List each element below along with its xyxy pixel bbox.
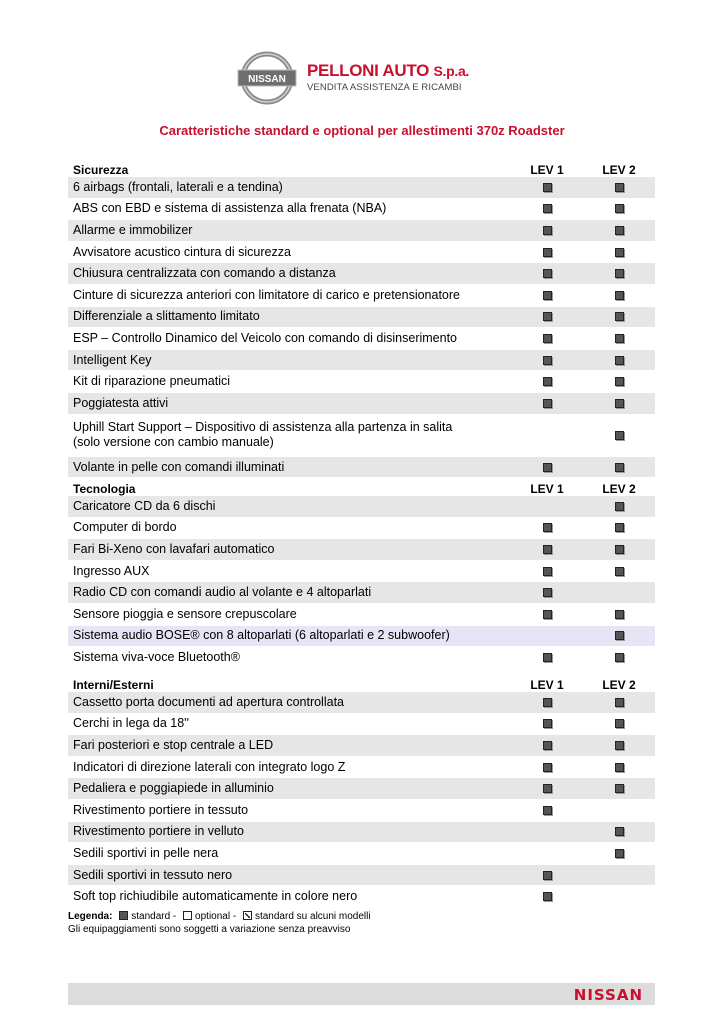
feature-label [68,331,511,346]
feature-label-line: Sedili sportivi in pelle nera [73,845,219,860]
cell-lev1 [511,248,583,257]
brand-tagline: VENDITA ASSISTENZA E RICAMBI [307,82,462,93]
standard-square-icon [543,463,552,472]
cell-lev1 [511,892,583,901]
standard-square-icon [543,567,552,576]
page-title: Caratteristiche standard e optional per allestimenti 370z Roadster [159,123,565,138]
feature-label [68,803,511,818]
section-interni-esterni [68,674,655,908]
cell-lev1 [511,719,583,728]
feature-label-line: 6 airbags (frontali, laterali e a tendina) [73,179,283,194]
cell-lev1 [511,567,583,576]
standard-square-icon [543,183,552,192]
standard-square-icon [615,827,624,836]
cell-lev2 [583,204,655,213]
table-row [68,496,655,518]
column-header-lev1: LEV 1 [530,678,564,692]
standard-square-icon [615,312,624,321]
standard-square-icon [543,698,552,707]
standard-square-icon [543,312,552,321]
table-row [68,328,655,350]
cell-lev2 [583,741,655,750]
cell-lev2 [583,763,655,772]
feature-label-line: Cassetto porta documenti ad apertura controllata [73,694,344,709]
cell-lev1 [511,545,583,554]
cell-lev2 [583,502,655,511]
standard-square-icon [543,892,552,901]
standard-square-icon [615,431,624,440]
cell-lev2 [583,334,655,343]
cell-lev1 [511,806,583,815]
standard-square-icon [615,377,624,386]
standard-square-icon [543,377,552,386]
feature-label [68,245,511,260]
feature-label [68,420,511,450]
feature-label [68,716,511,731]
feature-label-line: Pedaliera e poggiapiede in alluminio [73,781,274,796]
feature-label-line: Differenziale a slittamento limitato [73,309,260,324]
cell-lev1 [511,463,583,472]
standard-square-icon [615,567,624,576]
cell-lev2 [583,291,655,300]
cell-lev2 [583,377,655,386]
column-header-lev2: LEV 2 [602,482,636,496]
feature-label-line: Kit di riparazione pneumatici [73,374,231,389]
standard-square-icon [615,849,624,858]
feature-label-line: Radio CD con comandi audio al volante e 4 altoparlati [73,585,372,600]
feature-label-line: Intelligent Key [73,352,152,367]
standard-square-icon [543,610,552,619]
section-header [68,159,655,177]
legend-standard: standard - [131,911,177,922]
cell-lev2 [583,226,655,235]
table-row [68,415,655,457]
table-row [68,800,655,822]
standard-square-icon [615,463,624,472]
brand-name [307,61,469,81]
table-row [68,307,655,329]
table-row [68,886,655,908]
feature-label [68,607,511,622]
cell-lev1 [511,377,583,386]
feature-label [68,542,511,557]
standard-square-icon [119,911,128,920]
standard-square-icon [543,653,552,662]
feature-label-line: Ingresso AUX [73,563,150,578]
cell-lev2 [583,610,655,619]
footer-nissan-logo: NISSAN [573,986,643,1004]
feature-label-line: ESP – Controllo Dinamico del Veicolo con comando di disinserimento [73,330,458,345]
table-row [68,371,655,393]
feature-label-line: Allarme e immobilizer [73,222,193,237]
feature-label [68,824,511,839]
cell-lev2 [583,784,655,793]
cell-lev2 [583,698,655,707]
table-row [68,757,655,779]
standard-square-icon [543,741,552,750]
feature-label-line: Poggiatesta attivi [73,395,169,410]
table-row [68,626,655,648]
standard-square-icon [615,334,624,343]
feature-label [68,374,511,389]
cell-lev1 [511,334,583,343]
cell-lev2 [583,545,655,554]
section-title: Interni/Esterni [73,678,154,692]
feature-label-line: Computer di bordo [73,520,177,535]
section-tecnologia [68,478,655,669]
table-row [68,692,655,714]
standard-square-icon [615,269,624,278]
feature-label [68,288,511,303]
feature-label [68,201,511,216]
feature-label-line: Indicatori di direzione laterali con integrato logo Z [73,759,346,774]
standard-square-icon [615,631,624,640]
cell-lev1 [511,871,583,880]
feature-label-line: Sensore pioggia e sensore crepuscolare [73,606,297,621]
table-row [68,350,655,372]
feature-label [68,520,511,535]
feature-label-line: Chiusura centralizzata con comando a distanza [73,266,336,281]
standard-square-icon [615,763,624,772]
standard-square-icon [543,334,552,343]
cell-lev1 [511,588,583,597]
cell-lev1 [511,269,583,278]
table-row [68,242,655,264]
feature-label-line: Sistema viva-voce Bluetooth® [73,649,240,664]
feature-label [68,781,511,796]
nissan-emblem-icon [237,51,297,105]
cell-lev2 [583,827,655,836]
cell-lev1 [511,698,583,707]
standard-square-icon [543,248,552,257]
standard-square-icon [615,226,624,235]
feature-label [68,353,511,368]
cell-lev2 [583,269,655,278]
dealer-logo [237,51,482,105]
standard-square-icon [615,545,624,554]
feature-label-line: Volante in pelle con comandi illuminati [73,459,285,474]
column-header-lev1: LEV 1 [530,163,564,177]
cell-lev1 [511,204,583,213]
cell-lev1 [511,226,583,235]
cell-lev1 [511,741,583,750]
column-header-lev2: LEV 2 [602,163,636,177]
cell-lev2 [583,631,655,640]
column-header-lev2: LEV 2 [602,678,636,692]
table-row [68,285,655,307]
feature-label-line: Soft top richiudibile automaticamente in colore nero [73,889,358,904]
table-row [68,199,655,221]
emblem-text: NISSAN [248,74,286,85]
partial-square-icon [243,911,252,920]
standard-square-icon [543,399,552,408]
cell-lev2 [583,312,655,321]
table-row [68,220,655,242]
section-title: Tecnologia [73,482,136,496]
feature-label-line: Rivestimento portiere in velluto [73,824,244,839]
feature-label [68,564,511,579]
feature-label [68,846,511,861]
cell-lev1 [511,356,583,365]
cell-lev2 [583,463,655,472]
optional-square-icon [183,911,192,920]
cell-lev2 [583,356,655,365]
standard-square-icon [615,698,624,707]
table-row [68,561,655,583]
standard-square-icon [543,545,552,554]
standard-square-icon [543,269,552,278]
feature-label [68,180,511,195]
section-header [68,674,655,692]
feature-label-line: Sedili sportivi in tessuto nero [73,867,233,882]
legend-optional: optional - [195,911,237,922]
legend-label: Legenda: [68,911,113,922]
standard-square-icon [615,523,624,532]
cell-lev1 [511,784,583,793]
standard-square-icon [543,291,552,300]
standard-square-icon [615,784,624,793]
table-row [68,518,655,540]
feature-label-line: Avvisatore acustico cintura di sicurezza [73,244,291,259]
cell-lev2 [583,849,655,858]
section-title: Sicurezza [73,163,129,177]
cell-lev1 [511,653,583,662]
table-row [68,582,655,604]
cell-lev2 [583,183,655,192]
cell-lev2 [583,399,655,408]
table-row [68,263,655,285]
standard-square-icon [615,610,624,619]
footer-bar [68,983,655,1005]
table-row [68,865,655,887]
table-row [68,714,655,736]
feature-label [68,499,511,514]
cell-lev1 [511,763,583,772]
table-row [68,735,655,757]
feature-label-line: Cerchi in lega da 18'' [73,716,189,731]
feature-label-line: Sistema audio BOSE® con 8 altoparlati (6 altoparlati e 2 subwoofer) [73,628,450,643]
feature-label [68,650,511,665]
standard-square-icon [543,763,552,772]
feature-label [68,889,511,904]
feature-label [68,868,511,883]
brand-suffix: S.p.a. [433,63,470,79]
cell-lev2 [583,248,655,257]
table-row [68,539,655,561]
standard-square-icon [543,588,552,597]
legend-line [68,910,371,923]
feature-label-line2: (solo versione con cambio manuale) [73,435,274,450]
brand-name-text: PELLONI AUTO [307,61,430,80]
cell-lev2 [583,653,655,662]
cell-lev1 [511,312,583,321]
standard-square-icon [615,248,624,257]
section-sicurezza [68,159,655,478]
feature-label [68,396,511,411]
feature-label-line: Fari Bi-Xeno con lavafari automatico [73,541,275,556]
standard-square-icon [615,719,624,728]
standard-square-icon [615,741,624,750]
standard-square-icon [615,653,624,662]
standard-square-icon [615,183,624,192]
table-row [68,177,655,199]
standard-square-icon [543,356,552,365]
feature-label-line: Uphill Start Support – Dispositivo di assistenza alla partenza in salita [73,420,453,435]
legend [68,910,371,936]
table-row [68,647,655,669]
table-row [68,604,655,626]
standard-square-icon [543,806,552,815]
feature-label-line: Fari posteriori e stop centrale a LED [73,737,274,752]
standard-square-icon [543,204,552,213]
standard-square-icon [615,399,624,408]
cell-lev2 [583,567,655,576]
standard-square-icon [615,502,624,511]
standard-square-icon [543,226,552,235]
cell-lev2 [583,431,655,440]
feature-label [68,460,511,475]
feature-label-line: Caricatore CD da 6 dischi [73,498,216,513]
feature-label [68,738,511,753]
table-row [68,843,655,865]
feature-label-line: ABS con EBD e sistema di assistenza alla frenata (NBA) [73,201,387,216]
table-row [68,778,655,800]
feature-label [68,628,511,643]
standard-square-icon [543,719,552,728]
cell-lev1 [511,523,583,532]
cell-lev2 [583,523,655,532]
feature-label [68,760,511,775]
legend-some-models: standard su alcuni modelli [254,911,371,922]
standard-square-icon [543,784,552,793]
standard-square-icon [543,871,552,880]
feature-label-line: Rivestimento portiere in tessuto [73,802,249,817]
feature-label-line: Cinture di sicurezza anteriori con limitatore di carico e pretensionatore [73,287,460,302]
cell-lev2 [583,719,655,728]
cell-lev1 [511,291,583,300]
section-header [68,478,655,496]
cell-lev1 [511,610,583,619]
feature-label [68,266,511,281]
feature-label [68,585,511,600]
cell-lev1 [511,399,583,408]
legend-note: Gli equipaggiamenti sono soggetti a variazione senza preavviso [68,924,351,935]
standard-square-icon [543,523,552,532]
column-header-lev1: LEV 1 [530,482,564,496]
cell-lev1 [511,183,583,192]
table-row [68,822,655,844]
feature-label [68,695,511,710]
feature-label [68,223,511,238]
standard-square-icon [615,356,624,365]
table-row [68,393,655,415]
feature-label [68,309,511,324]
table-row [68,457,655,479]
standard-square-icon [615,204,624,213]
standard-square-icon [615,291,624,300]
